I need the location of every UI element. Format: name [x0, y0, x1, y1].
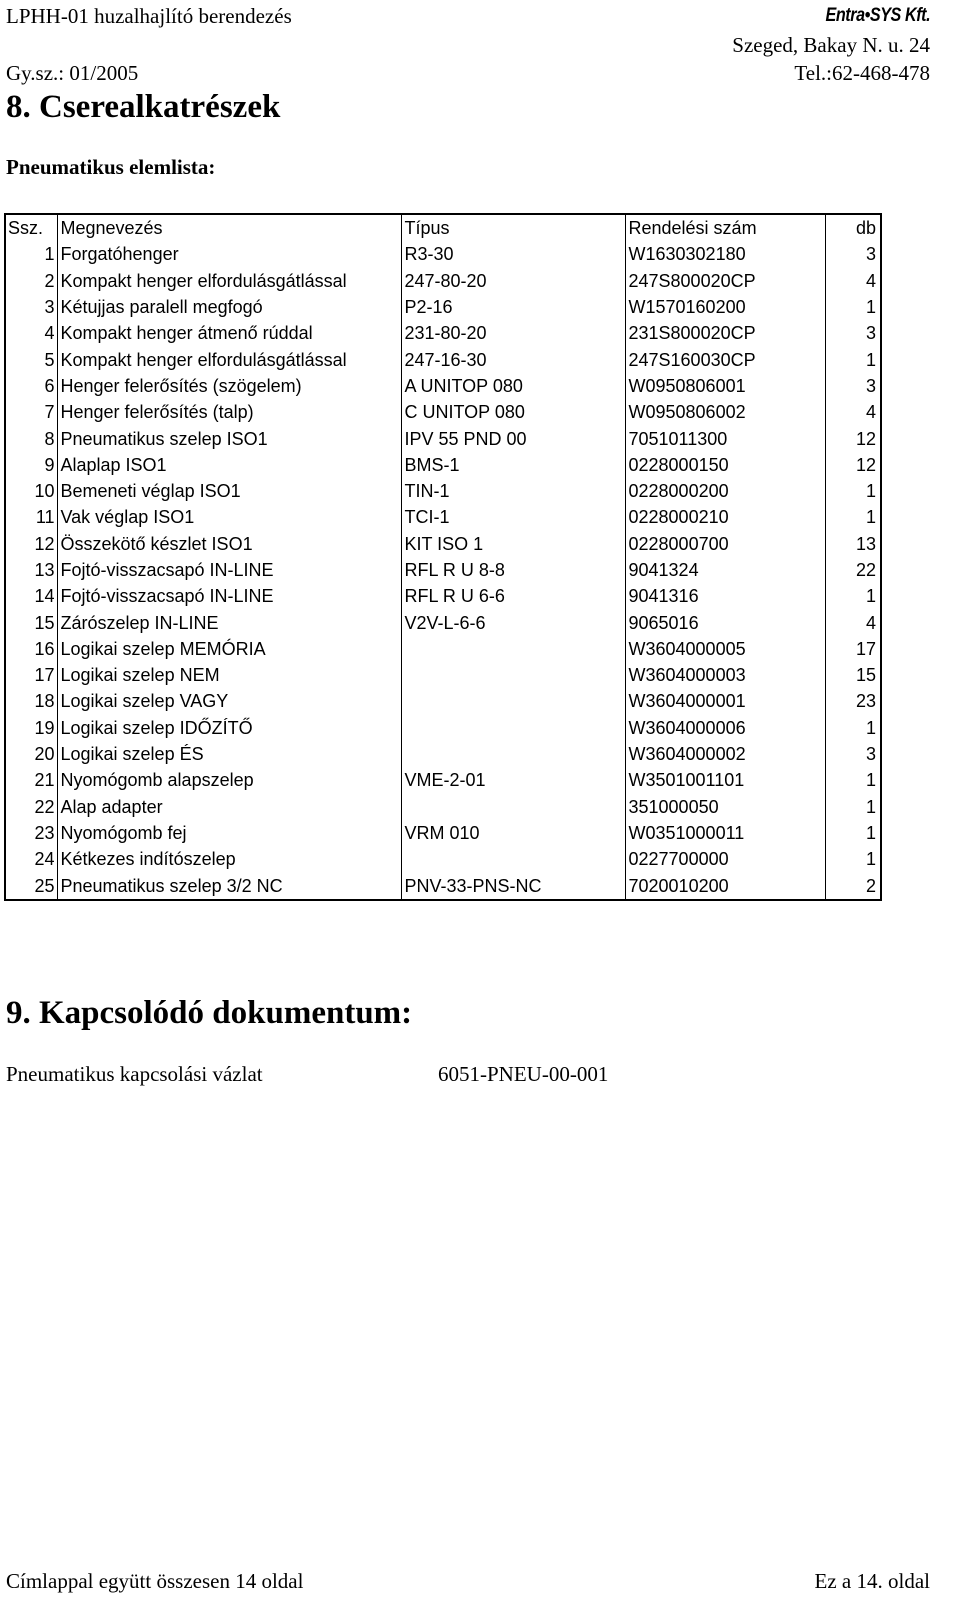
cell-type: BMS-1 [401, 452, 625, 478]
cell-quantity: 3 [825, 241, 881, 267]
footer-page-total: Címlappal együtt összesen 14 oldal [6, 1569, 304, 1593]
table-row [5, 373, 881, 399]
cell-quantity: 4 [825, 268, 881, 294]
cell-quantity: 1 [825, 583, 881, 609]
cell-type: R3-30 [401, 241, 625, 267]
cell-ssz: 3 [5, 294, 57, 320]
cell-order-number: W3604000006 [625, 715, 825, 741]
cell-name: Logikai szelep MEMÓRIA [57, 636, 401, 662]
table-row [5, 767, 881, 793]
cell-order-number: 7020010200 [625, 872, 825, 899]
cell-order-number: W3604000002 [625, 741, 825, 767]
cell-name: Kétujjas paralell megfogó [57, 294, 401, 320]
parts-list-subtitle: Pneumatikus elemlista: [6, 155, 216, 179]
cell-ssz: 4 [5, 320, 57, 346]
cell-order-number: 247S160030CP [625, 346, 825, 372]
cell-quantity: 1 [825, 294, 881, 320]
cell-type [401, 636, 625, 662]
cell-ssz: 16 [5, 636, 57, 662]
cell-name: Kompakt henger elfordulásgátlással [57, 346, 401, 372]
cell-type: 247-80-20 [401, 268, 625, 294]
table-row [5, 531, 881, 557]
cell-ssz: 5 [5, 346, 57, 372]
cell-order-number: 0228000200 [625, 478, 825, 504]
cell-ssz: 6 [5, 373, 57, 399]
cell-name: Alap adapter [57, 794, 401, 820]
column-header-order-number: Rendelési szám [625, 214, 825, 241]
cell-order-number: 0227700000 [625, 846, 825, 872]
cell-quantity: 4 [825, 609, 881, 635]
cell-type [401, 846, 625, 872]
cell-quantity: 3 [825, 320, 881, 346]
cell-type: RFL R U 8-8 [401, 557, 625, 583]
cell-quantity: 1 [825, 715, 881, 741]
cell-type [401, 715, 625, 741]
cell-type [401, 741, 625, 767]
cell-ssz: 9 [5, 452, 57, 478]
table-row [5, 268, 881, 294]
cell-type [401, 794, 625, 820]
cell-name: Zárószelep IN-LINE [57, 609, 401, 635]
cell-type: P2-16 [401, 294, 625, 320]
cell-ssz: 25 [5, 872, 57, 899]
cell-order-number: W3604000003 [625, 662, 825, 688]
cell-order-number: W0950806002 [625, 399, 825, 425]
cell-quantity: 3 [825, 373, 881, 399]
table-row [5, 399, 881, 425]
table-row [5, 846, 881, 872]
table-row [5, 478, 881, 504]
column-header-name: Megnevezés [57, 214, 401, 241]
cell-ssz: 8 [5, 425, 57, 451]
cell-name: Fojtó-visszacsapó IN-LINE [57, 557, 401, 583]
cell-name: Forgatóhenger [57, 241, 401, 267]
cell-name: Vak véglap ISO1 [57, 504, 401, 530]
table-row [5, 241, 881, 267]
cell-ssz: 10 [5, 478, 57, 504]
cell-quantity: 1 [825, 478, 881, 504]
cell-order-number: 247S800020CP [625, 268, 825, 294]
table-row [5, 557, 881, 583]
table-row [5, 820, 881, 846]
cell-type [401, 662, 625, 688]
table-row [5, 583, 881, 609]
cell-ssz: 1 [5, 241, 57, 267]
cell-type: 247-16-30 [401, 346, 625, 372]
table-row [5, 294, 881, 320]
cell-order-number: 9041324 [625, 557, 825, 583]
cell-order-number: 0228000700 [625, 531, 825, 557]
cell-quantity: 4 [825, 399, 881, 425]
table-row [5, 715, 881, 741]
cell-type: VRM 010 [401, 820, 625, 846]
cell-quantity: 12 [825, 452, 881, 478]
cell-order-number: W3604000001 [625, 688, 825, 714]
cell-type: A UNITOP 080 [401, 373, 625, 399]
cell-ssz: 23 [5, 820, 57, 846]
cell-name: Logikai szelep IDŐZÍTŐ [57, 715, 401, 741]
cell-name: Nyomógomb alapszelep [57, 767, 401, 793]
table-row [5, 425, 881, 451]
cell-ssz: 18 [5, 688, 57, 714]
cell-type: KIT ISO 1 [401, 531, 625, 557]
cell-order-number: W0351000011 [625, 820, 825, 846]
cell-quantity: 1 [825, 504, 881, 530]
cell-quantity: 15 [825, 662, 881, 688]
cell-order-number: 9041316 [625, 583, 825, 609]
cell-quantity: 13 [825, 531, 881, 557]
table-row [5, 688, 881, 714]
cell-name: Fojtó-visszacsapó IN-LINE [57, 583, 401, 609]
cell-type: PNV-33-PNS-NC [401, 872, 625, 899]
cell-ssz: 17 [5, 662, 57, 688]
cell-ssz: 22 [5, 794, 57, 820]
company-phone: Tel.:62-468-478 [794, 61, 930, 85]
cell-name: Alaplap ISO1 [57, 452, 401, 478]
cell-name: Henger felerősítés (talp) [57, 399, 401, 425]
cell-ssz: 14 [5, 583, 57, 609]
cell-name: Kompakt henger elfordulásgátlással [57, 268, 401, 294]
cell-name: Kompakt henger átmenő rúddal [57, 320, 401, 346]
column-header-ssz: Ssz. [5, 214, 57, 241]
cell-quantity: 1 [825, 794, 881, 820]
cell-type: TCI-1 [401, 504, 625, 530]
cell-name: Logikai szelep VAGY [57, 688, 401, 714]
cell-ssz: 11 [5, 504, 57, 530]
cell-type: C UNITOP 080 [401, 399, 625, 425]
document-title: LPHH-01 huzalhajlító berendezés [6, 4, 292, 28]
cell-name: Logikai szelep ÉS [57, 741, 401, 767]
table-row [5, 452, 881, 478]
table-row [5, 872, 881, 899]
cell-order-number: 351000050 [625, 794, 825, 820]
cell-type: 231-80-20 [401, 320, 625, 346]
cell-quantity: 23 [825, 688, 881, 714]
cell-order-number: W0950806001 [625, 373, 825, 399]
cell-quantity: 1 [825, 767, 881, 793]
cell-type: V2V-L-6-6 [401, 609, 625, 635]
section-9-title: 9. Kapcsolódó dokumentum: [6, 995, 413, 1031]
cell-type [401, 688, 625, 714]
cell-type: VME-2-01 [401, 767, 625, 793]
cell-name: Logikai szelep NEM [57, 662, 401, 688]
cell-name: Henger felerősítés (szögelem) [57, 373, 401, 399]
cell-order-number: W1570160200 [625, 294, 825, 320]
cell-name: Nyomógomb fej [57, 820, 401, 846]
cell-ssz: 7 [5, 399, 57, 425]
cell-name: Kétkezes indítószelep [57, 846, 401, 872]
cell-name: Bemeneti véglap ISO1 [57, 478, 401, 504]
cell-order-number: 7051011300 [625, 425, 825, 451]
cell-quantity: 2 [825, 872, 881, 899]
column-header-quantity: db [825, 214, 881, 241]
cell-quantity: 1 [825, 846, 881, 872]
table-row [5, 794, 881, 820]
cell-quantity: 1 [825, 820, 881, 846]
table-row [5, 504, 881, 530]
cell-order-number: 231S800020CP [625, 320, 825, 346]
table-row [5, 320, 881, 346]
column-header-type: Típus [401, 214, 625, 241]
parts-table [4, 213, 882, 901]
cell-order-number: 0228000210 [625, 504, 825, 530]
related-document-label: Pneumatikus kapcsolási vázlat [6, 1062, 263, 1086]
table-header-row [5, 214, 881, 241]
company-address: Szeged, Bakay N. u. 24 [732, 33, 930, 57]
cell-quantity: 17 [825, 636, 881, 662]
cell-type: RFL R U 6-6 [401, 583, 625, 609]
cell-ssz: 15 [5, 609, 57, 635]
cell-type: IPV 55 PND 00 [401, 425, 625, 451]
table-row [5, 636, 881, 662]
cell-order-number: 9065016 [625, 609, 825, 635]
cell-order-number: 0228000150 [625, 452, 825, 478]
cell-ssz: 12 [5, 531, 57, 557]
cell-quantity: 12 [825, 425, 881, 451]
section-8-title: 8. Cserealkatrészek [6, 89, 281, 125]
company-logo: Entra•SYS Kft. [825, 5, 930, 26]
cell-ssz: 2 [5, 268, 57, 294]
table-row [5, 662, 881, 688]
cell-order-number: W3604000005 [625, 636, 825, 662]
cell-order-number: W1630302180 [625, 241, 825, 267]
cell-ssz: 19 [5, 715, 57, 741]
cell-quantity: 3 [825, 741, 881, 767]
cell-name: Összekötő készlet ISO1 [57, 531, 401, 557]
serial-number: Gy.sz.: 01/2005 [6, 61, 139, 85]
table-row [5, 609, 881, 635]
table-row [5, 346, 881, 372]
cell-name: Pneumatikus szelep ISO1 [57, 425, 401, 451]
cell-ssz: 20 [5, 741, 57, 767]
cell-name: Pneumatikus szelep 3/2 NC [57, 872, 401, 899]
footer-page-number: Ez a 14. oldal [814, 1569, 930, 1593]
table-row [5, 741, 881, 767]
cell-ssz: 24 [5, 846, 57, 872]
cell-quantity: 1 [825, 346, 881, 372]
cell-ssz: 21 [5, 767, 57, 793]
cell-quantity: 22 [825, 557, 881, 583]
related-document-number: 6051-PNEU-00-001 [438, 1062, 609, 1086]
cell-type: TIN-1 [401, 478, 625, 504]
cell-order-number: W3501001101 [625, 767, 825, 793]
cell-ssz: 13 [5, 557, 57, 583]
